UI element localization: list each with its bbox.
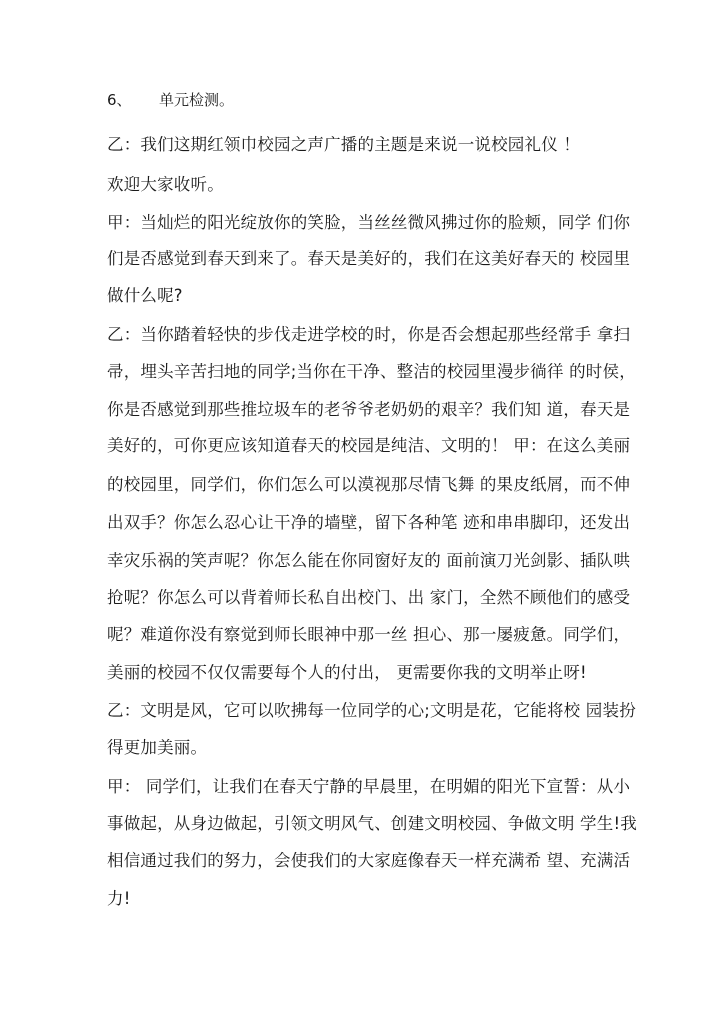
section-heading — [107, 88, 234, 112]
section-number: 6、 — [107, 91, 132, 109]
text-line: 们是否感觉到春天到来了。春天是美好的，我们在这美好春天的 校园里 — [107, 249, 631, 268]
text-line: 乙：当你踏着轻快的步伐走进学校的时，你是否会想起那些经常手 拿扫 — [107, 325, 631, 344]
text-line: 相信通过我们的努力，会使我们的大家庭像春天一样充满希 望、充满活 — [107, 851, 631, 870]
text-line: 幸灾乐祸的笑声呢？你怎么能在你同窗好友的 面前演刀光剑影、插队哄 — [107, 551, 631, 570]
text-line: 甲： 同学们，让我们在春天宁静的早晨里，在明媚的阳光下宣誓：从小 — [107, 777, 631, 796]
text-line: 乙：文明是风，它可以吹拂每一位同学的心;文明是花，它能将校 园装扮 — [107, 701, 636, 720]
text-line: 的校园里，同学们，你们怎么可以漠视那尽情飞舞 的果皮纸屑，而不伸 — [107, 475, 631, 494]
text-line: 帚，埋头辛苦扫地的同学;当你在干净、整洁的校园里漫步徜徉 的时侯， — [107, 362, 636, 381]
text-line: 出双手？你怎么忍心让干净的墙壁，留下各种笔 迹和串串脚印，还发出 — [107, 513, 631, 532]
text-line: 甲：当灿烂的阳光绽放你的笑脸，当丝丝微风拂过你的脸颊，同学 们你 — [107, 213, 631, 232]
section-title: 单元检测。 — [159, 91, 235, 109]
text-line: 美丽的校园不仅仅需要每个人的付出， 更需要你我的文明举止呀! — [107, 663, 587, 682]
text-line: 力! — [107, 889, 131, 908]
text-line: 欢迎大家收听。 — [107, 175, 224, 194]
text-line: 事做起，从身边做起，引领文明风气、创建文明校园、争做文明 学生!我 — [107, 814, 637, 833]
text-line: 得更加美丽。 — [107, 738, 208, 757]
text-line: 抢呢？你怎么可以背着师长私自出校门、出 家门，全然不顾他们的感受 — [107, 588, 631, 607]
text-line: 呢？难道你没有察觉到师长眼神中那一丝 担心、那一屡疲惫。同学们， — [107, 625, 631, 644]
text-line: 美好的，可你更应该知道春天的校园是纯洁、文明的！ 甲：在这么美丽 — [107, 436, 631, 455]
text-line: 你是否感觉到那些推垃圾车的老爷爷老奶奶的艰辛？我们知 道，春天是 — [107, 400, 631, 419]
text-line: 做什么呢? — [107, 286, 183, 305]
text-line: 乙：我们这期红领巾校园之声广播的主题是来说一说校园礼仪 ！ — [107, 135, 581, 154]
